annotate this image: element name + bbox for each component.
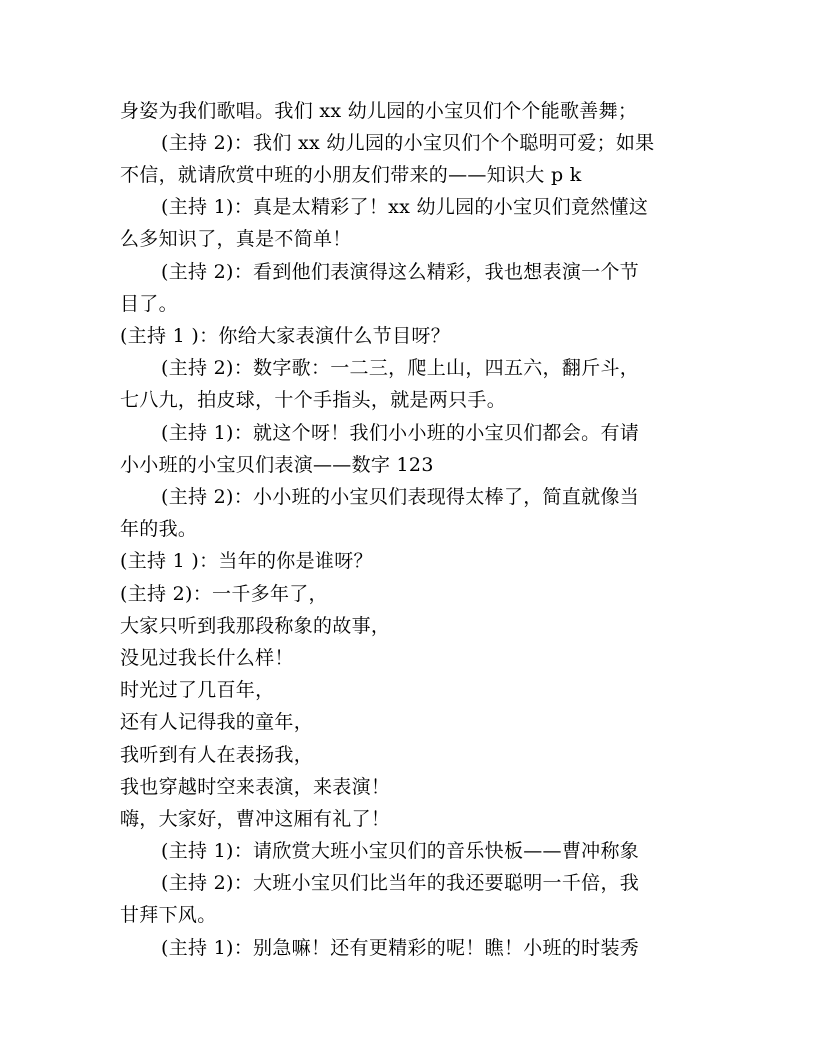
text-line: 么多知识了，真是不简单！ bbox=[120, 228, 352, 250]
text-line: 年的我。 bbox=[120, 518, 198, 540]
text-line: (主持 2)：我们 xx 幼儿园的小宝贝们个个聪明可爱；如果 bbox=[161, 132, 655, 154]
text-line: 甘拜下风。 bbox=[120, 904, 217, 926]
text-line: 没见过我长什么样！ bbox=[120, 647, 294, 669]
text-line: (主持 2)：看到他们表演得这么精彩，我也想表演一个节 bbox=[161, 261, 640, 283]
text-line: (主持 2)：数字歌：一二三，爬上山，四五六，翻斤斗， bbox=[161, 357, 640, 379]
text-line: (主持 2)：小小班的小宝贝们表现得太棒了，简直就像当 bbox=[161, 486, 640, 508]
text-line: 我听到有人在表扬我， bbox=[120, 744, 314, 766]
text-line: (主持 1)：就这个呀！我们小小班的小宝贝们都会。有请 bbox=[161, 422, 640, 444]
text-line: 不信，就请欣赏中班的小朋友们带来的——知识大 p k bbox=[120, 164, 582, 186]
text-line: (主持 2)：大班小宝贝们比当年的我还要聪明一千倍，我 bbox=[161, 872, 640, 894]
text-line: (主持 1)：请欣赏大班小宝贝们的音乐快板——曹冲称象 bbox=[161, 840, 640, 862]
text-line: 七八九，拍皮球，十个手指头，就是两只手。 bbox=[120, 389, 507, 411]
text-line: 目了。 bbox=[120, 293, 178, 315]
text-line: 大家只听到我那段称象的故事， bbox=[120, 615, 391, 637]
text-line: 还有人记得我的童年， bbox=[120, 711, 314, 733]
text-line: (主持 2)：一千多年了， bbox=[120, 583, 328, 605]
text-line: 时光过了几百年， bbox=[120, 679, 275, 701]
text-line: (主持 1)：别急嘛！还有更精彩的呢！瞧！小班的时装秀 bbox=[161, 937, 640, 959]
text-line: 小小班的小宝贝们表演——数字 123 bbox=[120, 454, 434, 476]
text-line: (主持 1)：真是太精彩了！xx 幼儿园的小宝贝们竟然懂这 bbox=[161, 196, 649, 218]
text-line: (主持 1 )：你给大家表演什么节目呀？ bbox=[120, 325, 450, 347]
text-line: 嗨，大家好，曹冲这厢有礼了！ bbox=[120, 808, 391, 830]
text-line: 身姿为我们歌唱。我们 xx 幼儿园的小宝贝们个个能歌善舞； bbox=[120, 100, 638, 122]
text-line: 我也穿越时空来表演，来表演！ bbox=[120, 776, 391, 798]
text-line: (主持 1 )：当年的你是谁呀？ bbox=[120, 550, 373, 572]
